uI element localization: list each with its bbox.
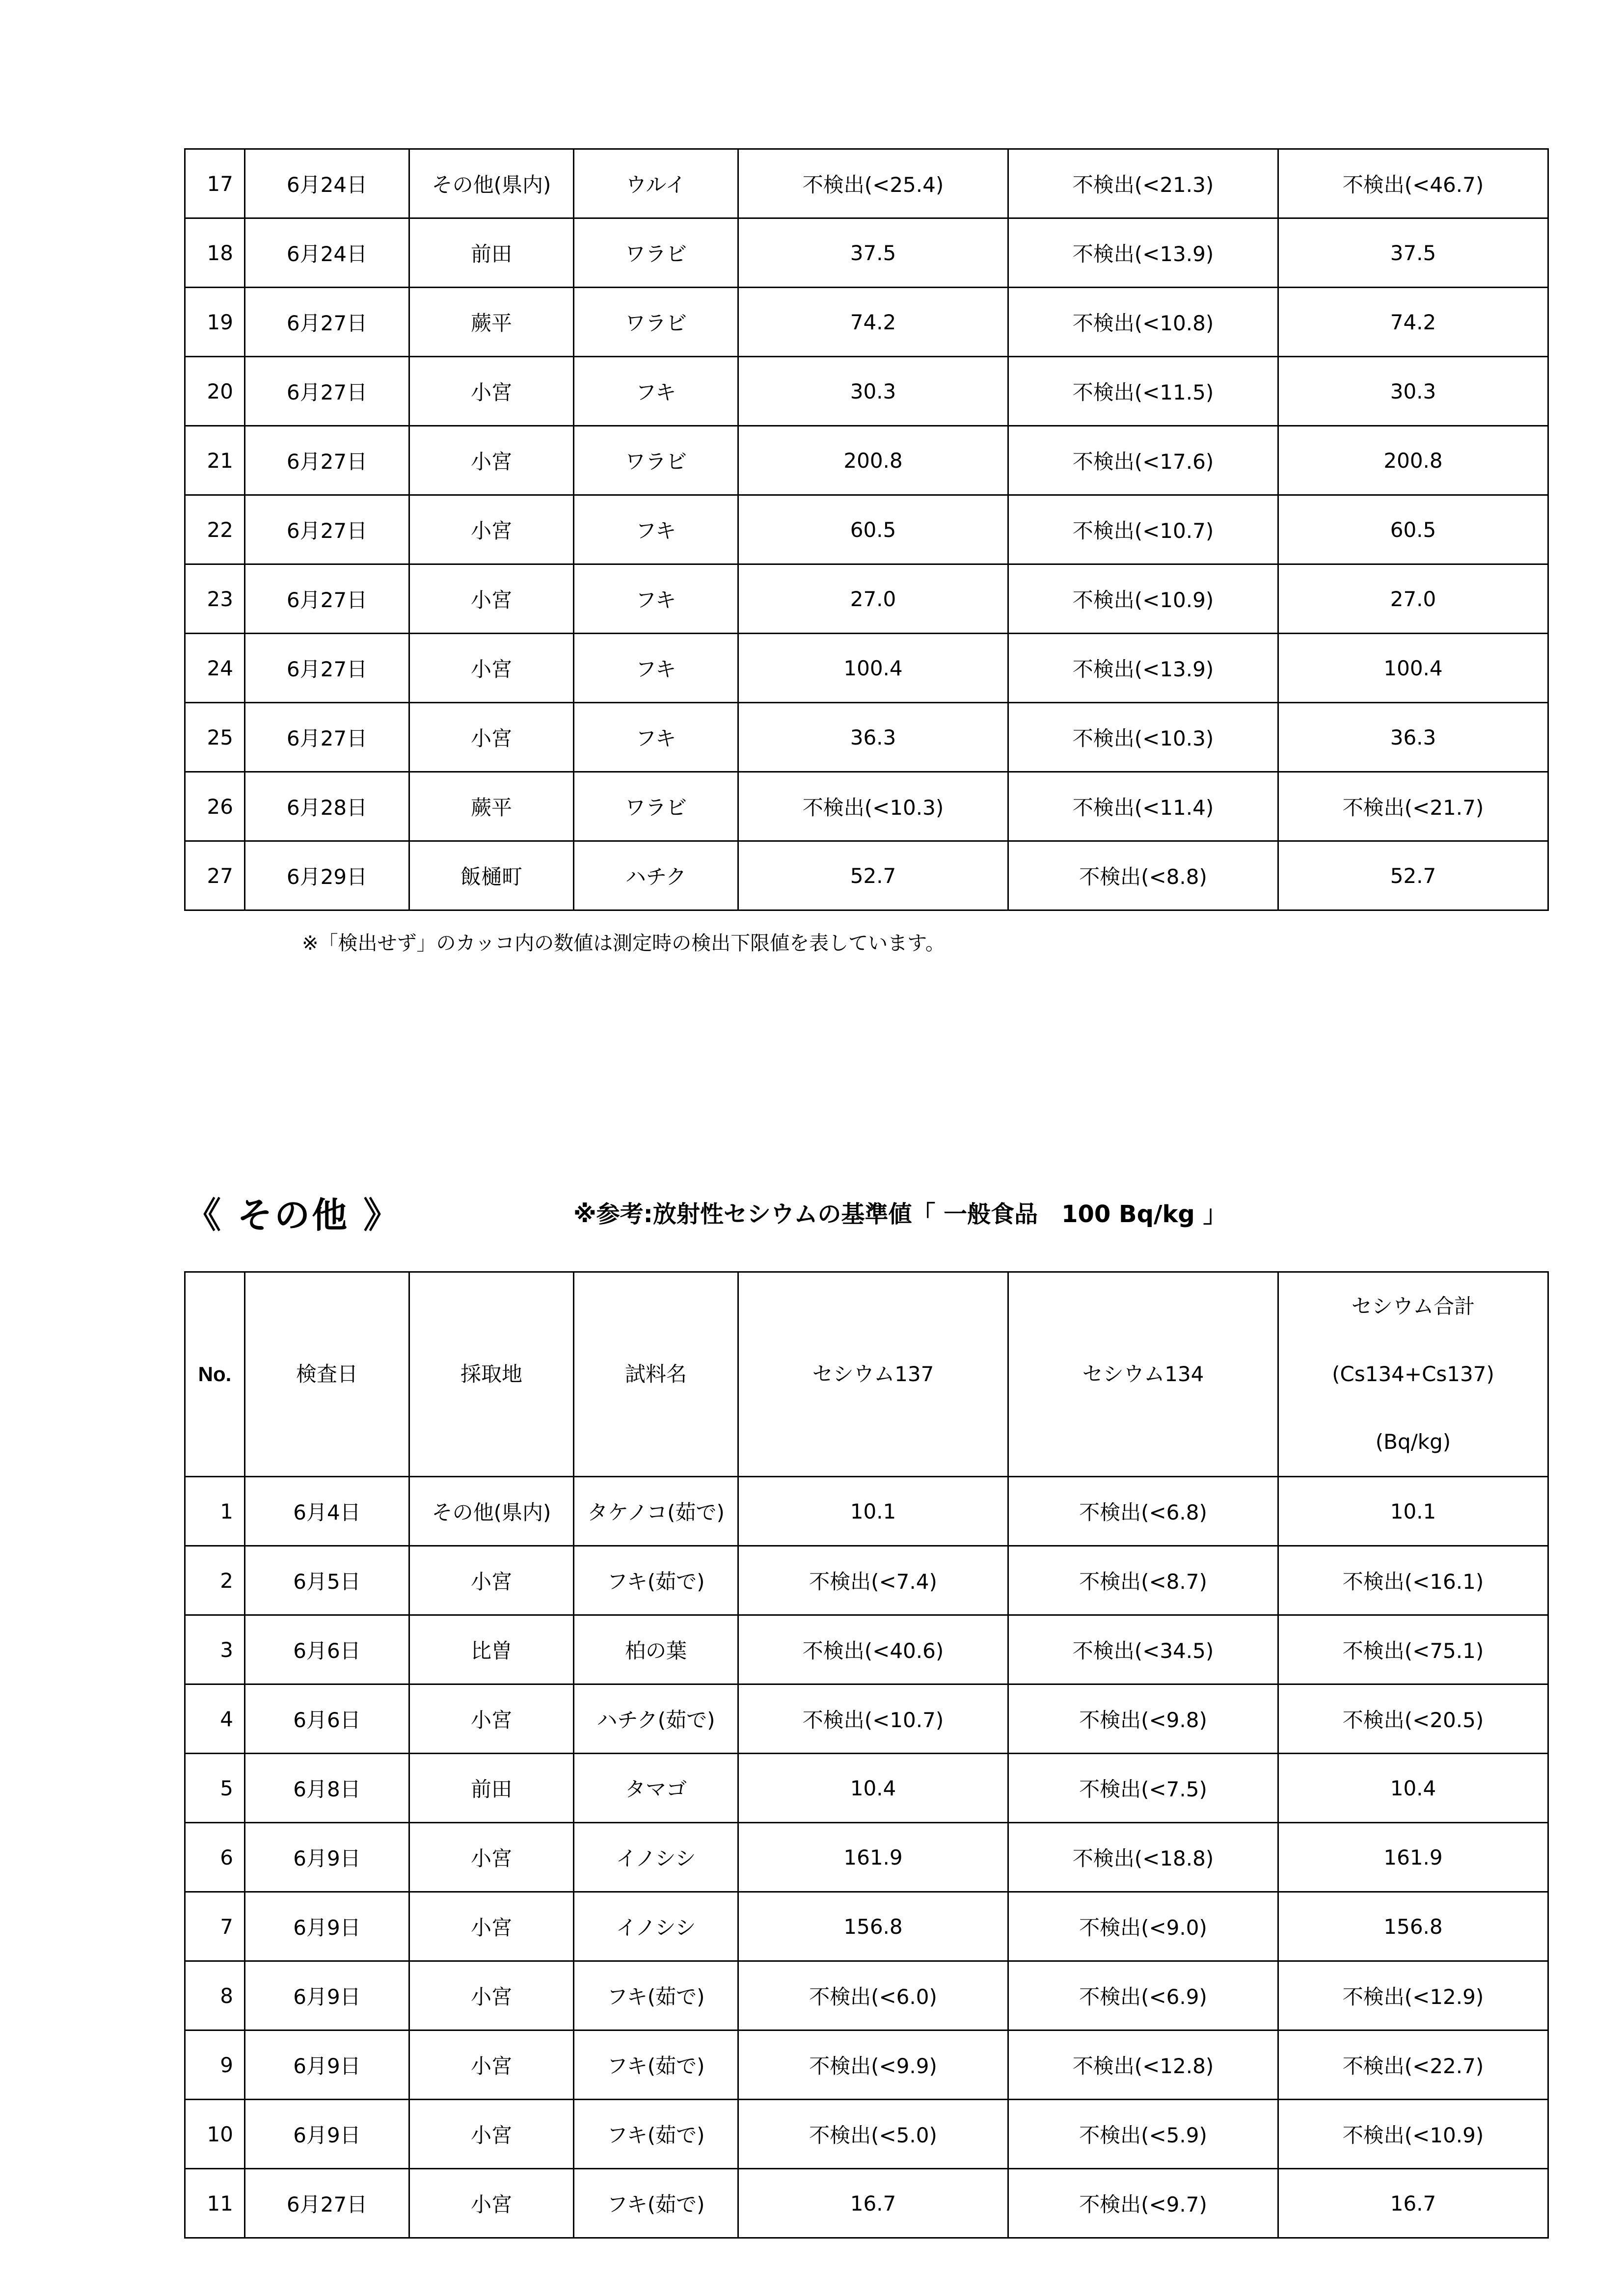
cell-total: 不検出(<46.7) xyxy=(1278,149,1548,218)
cell-cs137: 200.8 xyxy=(738,426,1008,495)
cell-total: 74.2 xyxy=(1278,288,1548,357)
cell-cs134: 不検出(<6.9) xyxy=(1008,1961,1278,2030)
cell-date: 6月24日 xyxy=(245,218,409,288)
table-row xyxy=(185,564,1548,634)
cell-sample: フキ(茹で) xyxy=(574,2030,738,2100)
table-row xyxy=(185,1684,1548,1754)
cell-sample: ワラビ xyxy=(574,288,738,357)
cell-date: 6月24日 xyxy=(245,149,409,218)
table-row xyxy=(185,149,1548,218)
table-row xyxy=(185,1615,1548,1684)
table-row xyxy=(185,1754,1548,1823)
cell-total: 不検出(<20.5) xyxy=(1278,1684,1548,1754)
cell-total: 60.5 xyxy=(1278,495,1548,564)
cell-cs134: 不検出(<13.9) xyxy=(1008,218,1278,288)
cell-date: 6月9日 xyxy=(245,1892,409,1961)
cell-no: 3 xyxy=(185,1615,245,1684)
cell-no: 5 xyxy=(185,1754,245,1823)
cell-date: 6月27日 xyxy=(245,703,409,772)
cell-sample: ワラビ xyxy=(574,218,738,288)
cell-cs134: 不検出(<11.5) xyxy=(1008,357,1278,426)
cell-cs137: 不検出(<10.3) xyxy=(738,772,1008,841)
cell-cs137: 不検出(<7.4) xyxy=(738,1546,1008,1615)
cell-no: 4 xyxy=(185,1684,245,1754)
header-cs134: セシウム134 xyxy=(1008,1272,1278,1477)
cell-total: 不検出(<75.1) xyxy=(1278,1615,1548,1684)
cell-place: その他(県内) xyxy=(409,1477,574,1546)
cell-cs137: 27.0 xyxy=(738,564,1008,634)
cell-place: 小宮 xyxy=(409,2169,574,2238)
cell-place: 小宮 xyxy=(409,495,574,564)
cell-cs134: 不検出(<10.8) xyxy=(1008,288,1278,357)
table-row xyxy=(185,1892,1548,1961)
cell-date: 6月28日 xyxy=(245,772,409,841)
cell-no: 20 xyxy=(185,357,245,426)
cell-place: 小宮 xyxy=(409,426,574,495)
cell-no: 8 xyxy=(185,1961,245,2030)
other-items-table-body xyxy=(185,1477,1548,2238)
cell-place: 小宮 xyxy=(409,1892,574,1961)
cell-no: 7 xyxy=(185,1892,245,1961)
table-row xyxy=(185,2169,1548,2238)
cell-total: 不検出(<22.7) xyxy=(1278,2030,1548,2100)
cell-place: 小宮 xyxy=(409,1684,574,1754)
cell-place: その他(県内) xyxy=(409,149,574,218)
cell-date: 6月27日 xyxy=(245,634,409,703)
cell-date: 6月5日 xyxy=(245,1546,409,1615)
cell-cs137: 52.7 xyxy=(738,841,1008,910)
cell-place: 小宮 xyxy=(409,1823,574,1892)
cell-total: 10.4 xyxy=(1278,1754,1548,1823)
cell-place: 小宮 xyxy=(409,1961,574,2030)
cell-cs134: 不検出(<6.8) xyxy=(1008,1477,1278,1546)
cell-place: 小宮 xyxy=(409,634,574,703)
cell-date: 6月27日 xyxy=(245,2169,409,2238)
cell-cs134: 不検出(<10.9) xyxy=(1008,564,1278,634)
cell-total: 100.4 xyxy=(1278,634,1548,703)
cell-cs134: 不検出(<9.7) xyxy=(1008,2169,1278,2238)
header-sample: 試料名 xyxy=(574,1272,738,1477)
table-header-row xyxy=(185,1272,1548,1477)
cell-sample: ワラビ xyxy=(574,426,738,495)
cell-cs137: 不検出(<25.4) xyxy=(738,149,1008,218)
cell-cs137: 100.4 xyxy=(738,634,1008,703)
cell-cs137: 不検出(<5.0) xyxy=(738,2100,1008,2169)
cell-cs134: 不検出(<8.8) xyxy=(1008,841,1278,910)
cell-place: 前田 xyxy=(409,218,574,288)
cell-date: 6月6日 xyxy=(245,1684,409,1754)
cell-place: 小宮 xyxy=(409,357,574,426)
cell-no: 2 xyxy=(185,1546,245,1615)
cell-cs134: 不検出(<12.8) xyxy=(1008,2030,1278,2100)
cell-sample: フキ(茹で) xyxy=(574,1546,738,1615)
cell-no: 22 xyxy=(185,495,245,564)
cell-sample: イノシシ xyxy=(574,1892,738,1961)
cell-no: 10 xyxy=(185,2100,245,2169)
cell-place: 比曽 xyxy=(409,1615,574,1684)
cell-no: 6 xyxy=(185,1823,245,1892)
cell-no: 19 xyxy=(185,288,245,357)
cell-place: 飯樋町 xyxy=(409,841,574,910)
cell-sample: 柏の葉 xyxy=(574,1615,738,1684)
cell-total: 36.3 xyxy=(1278,703,1548,772)
cell-sample: ウルイ xyxy=(574,149,738,218)
cell-no: 21 xyxy=(185,426,245,495)
cell-date: 6月9日 xyxy=(245,1823,409,1892)
cell-place: 小宮 xyxy=(409,564,574,634)
results-table-body xyxy=(185,149,1548,910)
cell-cs137: 36.3 xyxy=(738,703,1008,772)
other-items-table xyxy=(184,1271,1549,2239)
detection-limit-note: ※「検出せず」のカッコ内の数値は測定時の検出下限値を表しています。 xyxy=(302,932,945,955)
cell-total: 不検出(<21.7) xyxy=(1278,772,1548,841)
cell-place: 蕨平 xyxy=(409,772,574,841)
cell-no: 1 xyxy=(185,1477,245,1546)
table-row xyxy=(185,357,1548,426)
header-total-line1: セシウム合計 xyxy=(1351,1294,1475,1318)
cell-total: 161.9 xyxy=(1278,1823,1548,1892)
cell-cs134: 不検出(<9.0) xyxy=(1008,1892,1278,1961)
table-row xyxy=(185,1477,1548,1546)
cell-date: 6月6日 xyxy=(245,1615,409,1684)
cell-date: 6月9日 xyxy=(245,1961,409,2030)
table-row xyxy=(185,218,1548,288)
cell-date: 6月27日 xyxy=(245,564,409,634)
table-row xyxy=(185,703,1548,772)
header-place: 採取地 xyxy=(409,1272,574,1477)
cell-date: 6月9日 xyxy=(245,2030,409,2100)
cell-cs134: 不検出(<7.5) xyxy=(1008,1754,1278,1823)
cell-place: 小宮 xyxy=(409,2100,574,2169)
cell-sample: ハチク(茹で) xyxy=(574,1684,738,1754)
reference-standard-note: ※参考:放射性セシウムの基準値「 一般食品 100 Bq/kg 」 xyxy=(573,1201,1227,1228)
cell-total: 10.1 xyxy=(1278,1477,1548,1546)
header-no: No. xyxy=(185,1272,245,1477)
cell-no: 23 xyxy=(185,564,245,634)
table-row xyxy=(185,634,1548,703)
cell-place: 小宮 xyxy=(409,1546,574,1615)
cell-cs137: 不検出(<9.9) xyxy=(738,2030,1008,2100)
cell-no: 11 xyxy=(185,2169,245,2238)
cell-no: 25 xyxy=(185,703,245,772)
cell-cs134: 不検出(<9.8) xyxy=(1008,1684,1278,1754)
table-row xyxy=(185,772,1548,841)
cell-total: 16.7 xyxy=(1278,2169,1548,2238)
cell-sample: フキ(茹で) xyxy=(574,2169,738,2238)
cell-total: 156.8 xyxy=(1278,1892,1548,1961)
cell-no: 24 xyxy=(185,634,245,703)
cell-cs137: 30.3 xyxy=(738,357,1008,426)
cell-total: 37.5 xyxy=(1278,218,1548,288)
cell-sample: フキ xyxy=(574,634,738,703)
cell-no: 9 xyxy=(185,2030,245,2100)
section-title: 《 その他 》 xyxy=(186,1195,401,1236)
cell-total: 52.7 xyxy=(1278,841,1548,910)
cell-date: 6月27日 xyxy=(245,357,409,426)
table-row xyxy=(185,1823,1548,1892)
cell-sample: ワラビ xyxy=(574,772,738,841)
cell-cs134: 不検出(<10.3) xyxy=(1008,703,1278,772)
cell-no: 27 xyxy=(185,841,245,910)
cell-cs134: 不検出(<17.6) xyxy=(1008,426,1278,495)
cell-sample: フキ xyxy=(574,703,738,772)
cell-cs134: 不検出(<11.4) xyxy=(1008,772,1278,841)
cell-cs134: 不検出(<34.5) xyxy=(1008,1615,1278,1684)
cell-place: 前田 xyxy=(409,1754,574,1823)
cell-cs134: 不検出(<10.7) xyxy=(1008,495,1278,564)
table-row xyxy=(185,841,1548,910)
cell-total: 不検出(<16.1) xyxy=(1278,1546,1548,1615)
cell-date: 6月27日 xyxy=(245,426,409,495)
cell-sample: フキ(茹で) xyxy=(574,1961,738,2030)
cell-total: 30.3 xyxy=(1278,357,1548,426)
cell-cs137: 不検出(<10.7) xyxy=(738,1684,1008,1754)
cell-cs137: 60.5 xyxy=(738,495,1008,564)
table-row xyxy=(185,2030,1548,2100)
table-row xyxy=(185,2100,1548,2169)
cell-cs137: 不検出(<40.6) xyxy=(738,1615,1008,1684)
table-row xyxy=(185,1546,1548,1615)
cell-date: 6月9日 xyxy=(245,2100,409,2169)
cell-cs137: 10.1 xyxy=(738,1477,1008,1546)
cell-sample: フキ(茹で) xyxy=(574,2100,738,2169)
cell-cs137: 161.9 xyxy=(738,1823,1008,1892)
cell-cs134: 不検出(<13.9) xyxy=(1008,634,1278,703)
header-total-line2: (Cs134+Cs137) xyxy=(1332,1362,1494,1386)
table-row xyxy=(185,495,1548,564)
cell-date: 6月29日 xyxy=(245,841,409,910)
cell-cs137: 37.5 xyxy=(738,218,1008,288)
cell-no: 17 xyxy=(185,149,245,218)
cell-date: 6月8日 xyxy=(245,1754,409,1823)
cell-cs134: 不検出(<8.7) xyxy=(1008,1546,1278,1615)
table-row xyxy=(185,1961,1548,2030)
cell-total: 不検出(<10.9) xyxy=(1278,2100,1548,2169)
cell-date: 6月27日 xyxy=(245,288,409,357)
cell-total: 27.0 xyxy=(1278,564,1548,634)
cell-sample: フキ xyxy=(574,495,738,564)
cell-cs137: 74.2 xyxy=(738,288,1008,357)
cell-sample: フキ xyxy=(574,564,738,634)
table-row xyxy=(185,288,1548,357)
cell-no: 26 xyxy=(185,772,245,841)
cell-cs134: 不検出(<21.3) xyxy=(1008,149,1278,218)
cell-cs134: 不検出(<18.8) xyxy=(1008,1823,1278,1892)
cell-no: 18 xyxy=(185,218,245,288)
cell-cs134: 不検出(<5.9) xyxy=(1008,2100,1278,2169)
header-total xyxy=(1278,1272,1548,1477)
cell-place: 小宮 xyxy=(409,703,574,772)
cell-total: 不検出(<12.9) xyxy=(1278,1961,1548,2030)
header-total-line3: (Bq/kg) xyxy=(1375,1430,1451,1454)
cell-sample: フキ xyxy=(574,357,738,426)
cell-cs137: 16.7 xyxy=(738,2169,1008,2238)
header-date: 検査日 xyxy=(245,1272,409,1477)
table-row xyxy=(185,426,1548,495)
cell-sample: タケノコ(茹で) xyxy=(574,1477,738,1546)
cell-total: 200.8 xyxy=(1278,426,1548,495)
cell-cs137: 156.8 xyxy=(738,1892,1008,1961)
cell-sample: ハチク xyxy=(574,841,738,910)
cell-place: 小宮 xyxy=(409,2030,574,2100)
cell-sample: イノシシ xyxy=(574,1823,738,1892)
cell-date: 6月27日 xyxy=(245,495,409,564)
cell-cs137: 不検出(<6.0) xyxy=(738,1961,1008,2030)
cell-place: 蕨平 xyxy=(409,288,574,357)
cell-sample: タマゴ xyxy=(574,1754,738,1823)
header-cs137: セシウム137 xyxy=(738,1272,1008,1477)
cell-cs137: 10.4 xyxy=(738,1754,1008,1823)
cell-date: 6月4日 xyxy=(245,1477,409,1546)
results-table-continued xyxy=(184,148,1549,911)
